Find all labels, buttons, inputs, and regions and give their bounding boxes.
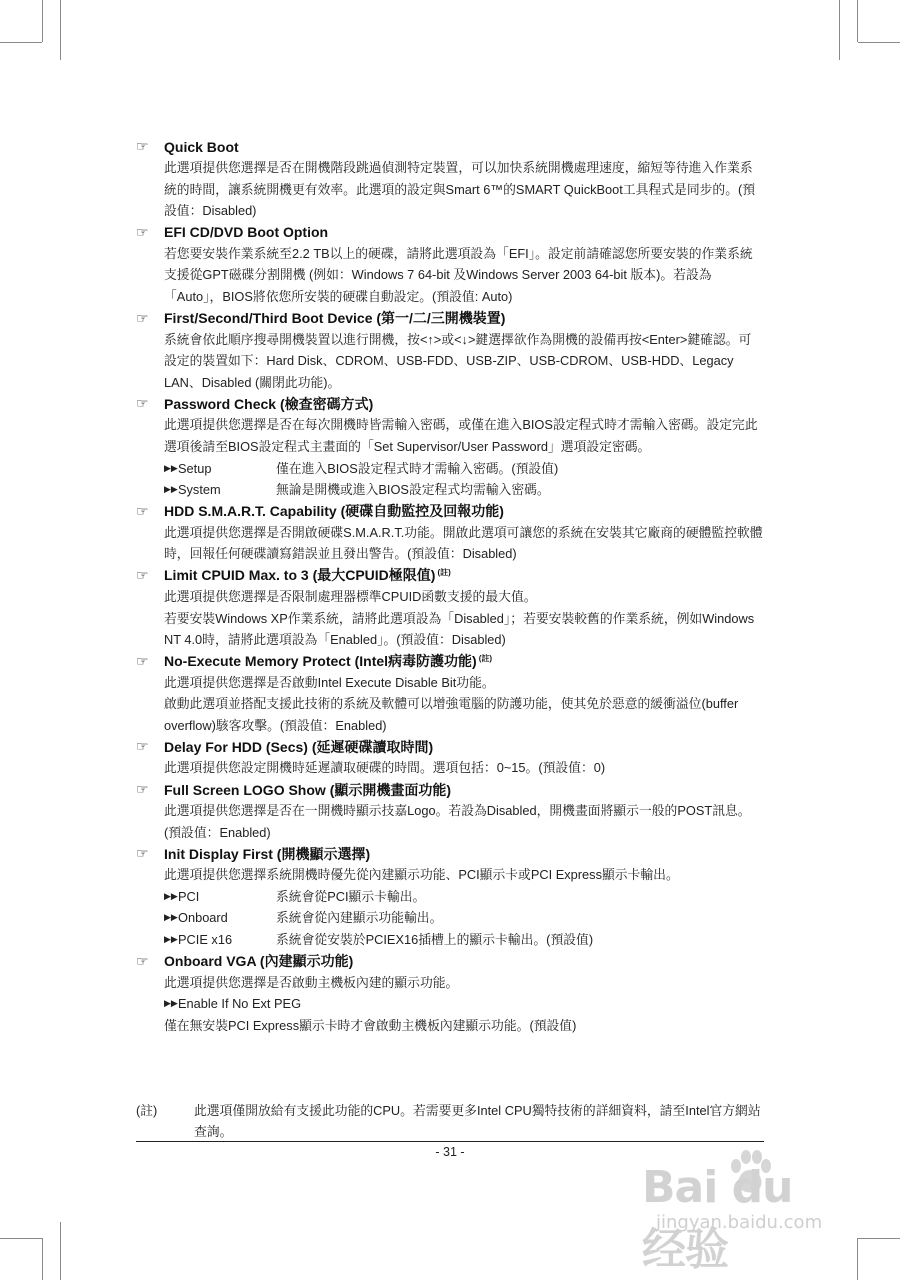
option-title — [136, 843, 764, 864]
option-title-text: HDD S.M.A.R.T. Capability (硬碟自動監控及回報功能) — [164, 503, 504, 520]
pointing-hand-icon: ☞ — [136, 223, 149, 240]
option-description: 此選項提供您選擇是否限制處理器標準CPUID函數支援的最大值。 若要安裝Windows XP作業系統，請將此選項設為「Disabled」；若要安裝較舊的作業系統，例如Windows NT 4.0時，請將此選項設為「Enabled」。(預設值：Disabled) — [164, 588, 755, 648]
option-title-text: Full Screen LOGO Show (顯示開機畫面功能) — [164, 781, 452, 798]
option-title — [136, 501, 764, 522]
footnote-mark: (註) — [136, 1103, 158, 1118]
option-value-name: Setup — [178, 460, 212, 476]
pointing-hand-icon: ☞ — [136, 395, 149, 412]
pointing-hand-icon: ☞ — [136, 952, 149, 969]
double-arrow-icon: ▶▶ — [164, 890, 178, 901]
option-title — [136, 779, 764, 800]
option-value-name: PCIE x16 — [178, 932, 233, 948]
crop-mark — [0, 1238, 42, 1239]
option-title — [136, 651, 764, 672]
option-value-text: 僅在無安裝PCI Express顯示卡時才會啟動主機板內建顯示功能。(預設值) — [164, 1017, 577, 1033]
option-value-name: PCI — [178, 888, 200, 904]
crop-mark — [42, 1238, 43, 1280]
option-description: 此選項提供您選擇是否啟動主機板內建的顯示功能。 — [164, 974, 459, 990]
option-title-text: Onboard VGA (內建顯示功能) — [164, 953, 354, 970]
pointing-hand-icon: ☞ — [136, 845, 149, 862]
pointing-hand-icon: ☞ — [136, 138, 149, 154]
option-value-text: 僅在進入BIOS設定程式時才需輸入密碼。(預設值) — [276, 460, 559, 476]
manual-page-content — [136, 136, 764, 1036]
crop-mark — [857, 1238, 858, 1280]
option-value-row — [164, 479, 764, 501]
crop-mark — [60, 1222, 61, 1280]
pointing-hand-icon: ☞ — [136, 502, 149, 519]
bios-option-item — [136, 565, 764, 651]
option-description: 此選項提供您選擇是否在一開機時顯示技嘉Logo。若設為Disabled，開機畫面將顯示一般的POST訊息。(預設值：Enabled) — [164, 803, 751, 840]
bios-option-item — [136, 501, 764, 565]
option-title-text: Quick Boot — [164, 138, 239, 155]
option-title — [136, 736, 764, 757]
option-title — [136, 951, 764, 972]
bios-option-item — [136, 843, 764, 950]
baidu-watermark — [634, 1150, 844, 1275]
watermark-site: jingyan.baidu.com — [656, 1212, 823, 1233]
option-value-name: Enable If No Ext PEG — [178, 996, 302, 1012]
option-title — [136, 393, 764, 414]
option-description: 系統會依此順序搜尋開機裝置以進行開機，按<↑>或<↓>鍵選擇欲作為開機的設備再按<Enter>鍵確認。可設定的裝置如下：Hard Disk、CDROM、USB-FDD、USB-ZIP、USB-CDROM、USB-HDD、Legacy LAN、Disabled (關閉此功能)。 — [164, 331, 752, 390]
crop-mark — [42, 0, 43, 42]
bios-option-item — [136, 736, 764, 779]
bios-option-item — [136, 651, 764, 737]
option-value-text: 系統會從PCI顯示卡輸出。 — [276, 888, 426, 904]
crop-mark — [60, 0, 61, 60]
option-value-row — [164, 929, 764, 951]
option-description: 此選項提供您選擇是否在開機階段跳過偵測特定裝置，可以加快系統開機處理速度，縮短等待進入作業系統的時間，讓系統開機更有效率。此選項的設定與Smart 6™的SMART QuickBoot工具程式是同步的。(預設值：Disabled) — [164, 160, 756, 219]
footnote-ref: (註) — [437, 567, 451, 577]
double-arrow-icon: ▶▶ — [164, 484, 178, 495]
option-description: 此選項提供您設定開機時延遲讀取硬碟的時間。選項包括：0~15。(預設值：0) — [164, 760, 606, 776]
watermark-logo: Bai du 经验 — [642, 1162, 793, 1275]
footnote-ref: (註) — [478, 653, 493, 663]
option-title — [136, 565, 764, 586]
option-title — [136, 308, 764, 329]
page-number: - 31 - — [435, 1145, 465, 1159]
option-title-text: Limit CPUID Max. to 3 (最大CPUID極限值) — [164, 567, 436, 584]
footnote — [136, 1100, 764, 1142]
option-title — [136, 222, 764, 243]
option-value-row — [164, 458, 764, 480]
option-title-text: Delay For HDD (Secs) (延遲硬碟讀取時間) — [164, 738, 434, 755]
bios-option-item — [136, 393, 764, 500]
option-description: 此選項提供您選擇是否在每次開機時皆需輸入密碼，或僅在進入BIOS設定程式時才需輸入密碼。設定完此選項後請至BIOS設定程式主畫面的「Set Supervisor/User Password」選項設定密碼。 — [164, 417, 758, 454]
option-description: 此選項提供您選擇是否啟動Intel Execute Disable Bit功能。 啟動此選項並搭配支援此技術的系統及軟體可以增強電腦的防護功能，使其免於惡意的緩衝溢位(buffer overflow)駭客攻擊。(預設值：Enabled) — [164, 674, 739, 733]
crop-mark — [858, 42, 900, 43]
option-title-text: First/Second/Third Boot Device (第一/二/三開機裝置) — [164, 310, 506, 327]
footer-rule — [136, 1141, 764, 1142]
option-description: 若您要安裝作業系統至2.2 TB以上的硬碟，請將此選項設為「EFI」。設定前請確認您所要安裝的作業系統支援從GPT磁碟分割開機 (例如：Windows 7 64-bit 及Windows Server 2003 64-bit 版本)。若設為「Auto」，BIOS將依您所安裝的硬碟自動設定。(預設值: Auto) — [164, 245, 753, 304]
crop-mark — [839, 0, 840, 60]
pointing-hand-icon: ☞ — [136, 652, 149, 669]
option-description: 此選項提供您選擇是否開啟硬碟S.M.A.R.T.功能。開啟此選項可讓您的系統在安裝其它廠商的硬體監控軟體時，回報任何硬碟讀寫錯誤並且發出警告。(預設值：Disabled) — [164, 524, 763, 562]
option-value-text: 系統會從安裝於PCIEX16插槽上的顯示卡輸出。(預設值) — [276, 932, 594, 948]
option-value-row — [164, 993, 764, 1015]
double-arrow-icon: ▶▶ — [164, 934, 178, 945]
bios-option-item — [136, 951, 764, 1037]
option-title-text: Init Display First (開機顯示選擇) — [164, 845, 371, 862]
bios-option-item — [136, 308, 764, 394]
pointing-hand-icon: ☞ — [136, 781, 149, 798]
option-value-row — [164, 886, 764, 908]
bios-option-item — [136, 136, 764, 222]
option-value-name: System — [178, 482, 221, 498]
option-description: 此選項提供您選擇系統開機時優先從內建顯示功能、PCI顯示卡或PCI Express顯示卡輸出。 — [164, 867, 679, 883]
option-title-text: EFI CD/DVD Boot Option — [164, 224, 329, 241]
double-arrow-icon: ▶▶ — [164, 998, 178, 1009]
option-value-name: Onboard — [178, 910, 228, 926]
bios-option-item — [136, 779, 764, 843]
option-title-text: No-Execute Memory Protect (Intel病毒防護功能) — [164, 653, 477, 670]
option-title-text: Password Check (檢查密碼方式) — [164, 395, 374, 412]
pointing-hand-icon: ☞ — [136, 738, 149, 755]
option-title — [136, 136, 764, 157]
crop-mark — [0, 42, 42, 43]
option-value-text: 無論是開機或進入BIOS設定程式均需輸入密碼。 — [276, 482, 550, 498]
double-arrow-icon: ▶▶ — [164, 912, 178, 923]
bios-option-item — [136, 222, 764, 308]
crop-mark — [858, 1238, 900, 1239]
double-arrow-icon: ▶▶ — [164, 462, 178, 473]
pointing-hand-icon: ☞ — [136, 309, 149, 326]
option-value-row — [164, 907, 764, 929]
footnote-text: 此選項僅開放給有支援此功能的CPU。若需要更多Intel CPU獨特技術的詳細資料，請至Intel官方網站查詢。 — [194, 1103, 761, 1139]
option-value-text: 系統會從內建顯示功能輸出。 — [276, 910, 443, 926]
pointing-hand-icon: ☞ — [136, 566, 149, 583]
crop-mark — [857, 0, 858, 42]
